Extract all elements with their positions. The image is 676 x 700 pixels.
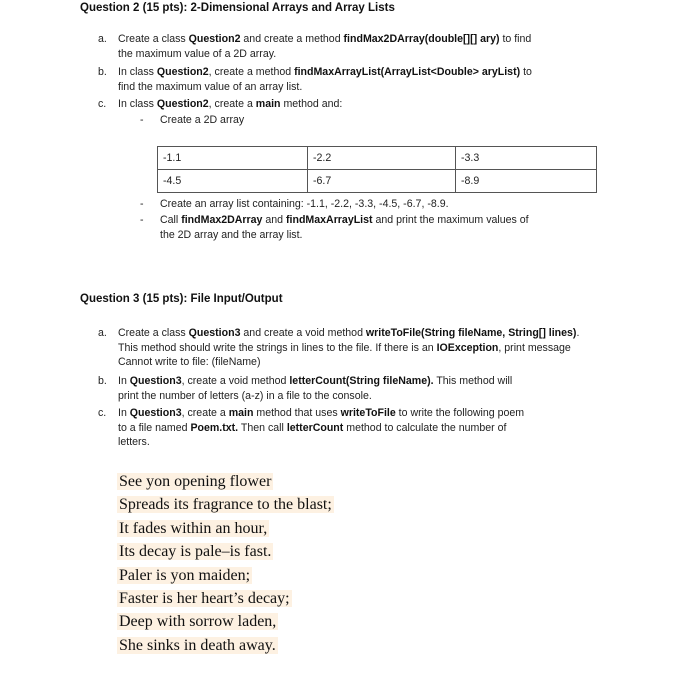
- question-3-item-a: a. Create a class Question3 and create a void method writeToFile(String fileName, String[] lines). This method should write the strings in lines to the file. If there is an IOException, print message Cannot write to file: (fileName): [98, 327, 580, 368]
- poem-line: Its decay is pale–is fast.: [119, 543, 272, 561]
- question-2-bullet-call-methods: - Call findMax2DArray and findMaxArrayList and print the maximum values of the 2D array and the array list.: [140, 214, 529, 241]
- poem-line: Deep with sorrow laden,: [119, 613, 277, 631]
- poem-line: Faster is her heart’s decay;: [119, 589, 290, 607]
- question-2-title: Question 2 (15 pts): 2-Dimensional Arrays and Array Lists: [80, 2, 395, 14]
- question-3-title: Question 3 (15 pts): File Input/Output: [80, 293, 283, 305]
- question-2-bullet-create-array: - Create a 2D array: [140, 114, 245, 126]
- question-3-item-b: b. In Question3, create a void method letterCount(String fileName). This method will print the number of letters (a-z) in a file to the console.: [98, 375, 513, 402]
- item-marker: b.: [98, 375, 107, 387]
- poem-line: Paler is yon maiden;: [119, 566, 251, 584]
- question-2-bullet-array-list: - Create an array list containing: -1.1, -2.2, -3.3, -4.5, -6.7, -8.9.: [140, 198, 449, 210]
- table-cell: -3.3: [456, 147, 597, 170]
- question-2-item-a: a. Create a class Question2 and create a method findMax2DArray(double[][] ary) to find the maximum value of a 2D array.: [98, 33, 532, 60]
- table-row: [158, 170, 597, 193]
- item-marker: b.: [98, 66, 107, 78]
- array-table: [157, 146, 597, 193]
- question-2-item-c: c. In class Question2, create a main method and:: [98, 98, 343, 110]
- table-cell: -1.1: [158, 147, 308, 170]
- poem-line: She sinks in death away.: [119, 636, 276, 654]
- question-2-item-b: b. In class Question2, create a method findMaxArrayList(ArrayList<Double> aryList) to find the maximum value of an array list.: [98, 66, 532, 93]
- item-marker: a.: [98, 33, 107, 45]
- table-cell: -4.5: [158, 170, 308, 193]
- poem-line: It fades within an hour,: [119, 519, 268, 537]
- question-3-item-c: c. In Question3, create a main method that uses writeToFile to write the following poem to a file named Poem.txt. Then call letterCount method to calculate the number of letters.: [98, 407, 525, 448]
- table-row: [158, 147, 597, 170]
- item-marker: a.: [98, 327, 107, 339]
- table-cell: -2.2: [308, 147, 456, 170]
- table-cell: -6.7: [308, 170, 456, 193]
- poem-line: Spreads its fragrance to the blast;: [119, 496, 332, 514]
- item-marker: c.: [98, 407, 107, 419]
- table-cell: -8.9: [456, 170, 597, 193]
- poem-line: See yon opening flower: [119, 473, 272, 490]
- poem: [117, 470, 334, 657]
- item-marker: c.: [98, 98, 107, 110]
